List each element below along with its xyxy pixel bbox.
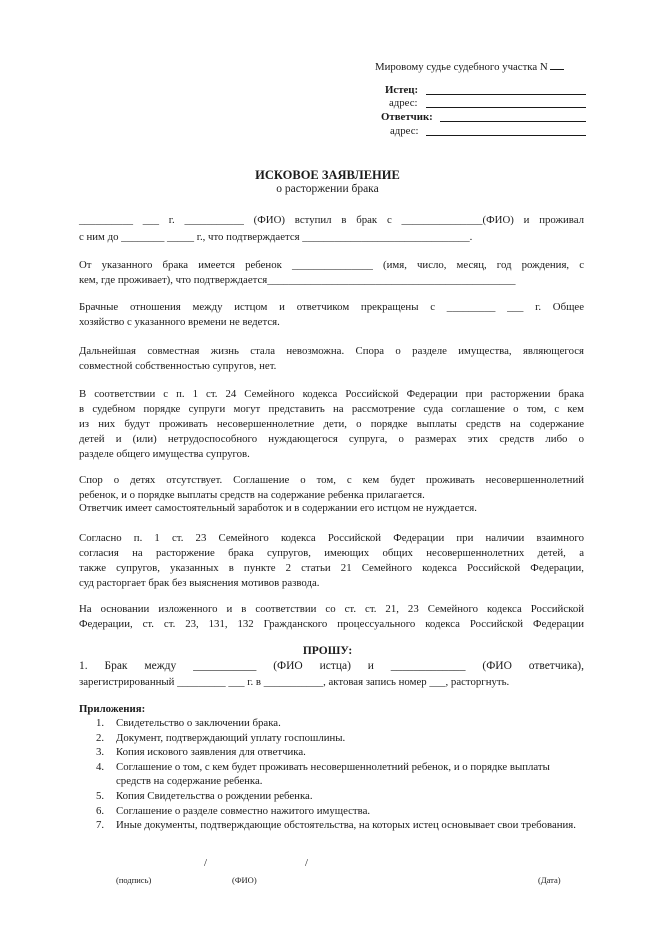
paragraph-3-line-1: Брачные отношения между истцом и ответчиком прекращены с _________ ___ г. Общее [79, 301, 584, 313]
paragraph-5-line-3: из них будут проживать несовершеннолетние дети, о порядке выплаты средств на содержание [79, 418, 584, 430]
paragraph-7-line-2: согласия на расторжение брака супругов, имеющих общих несовершеннолетних детей, а [79, 547, 584, 559]
paragraph-6-line-2: ребенок, и о порядке выплаты средств на содержание ребенка прилагается. [79, 489, 425, 501]
attachment-item: 5. Копия Свидетельства о рождении ребенка. [96, 789, 313, 802]
paragraph-5-line-2: в судебном порядке супруги могут представить на рассмотрение суда соглашение о том, с кем [79, 403, 584, 415]
defendant-address-field [426, 124, 586, 136]
defendant-field [440, 110, 586, 122]
defendant-label: Ответчик: [381, 111, 433, 123]
fio-label: (ФИО) [232, 875, 257, 885]
paragraph-5-line-5: разделе общего имущества супругов. [79, 448, 250, 460]
attachment-item: 3. Копия искового заявления для ответчика. [96, 746, 306, 759]
plaintiff-label: Истец: [385, 84, 419, 96]
request-line-1: 1. Брак между ___________ (ФИО истца) и _____________ (ФИО ответчика), [79, 660, 584, 672]
attachment-item: 6. Соглашение о разделе совместно нажитого имущества. [96, 804, 371, 817]
signature-slash-1: / [204, 857, 207, 869]
court-number-blank [550, 58, 564, 70]
attachment-item: 4. Соглашение о том, с кем будет проживать несовершеннолетний ребенок, и о порядке выплаты средств на содержание ребенка. [96, 760, 550, 788]
signature-slash-2: / [305, 857, 308, 869]
paragraph-4-line-2: совместной собственностью супругов, нет. [79, 360, 277, 372]
paragraph-5-line-4: детей и (или) нетрудоспособного нуждающегося супруга, о размерах этих средств либо о [79, 433, 584, 445]
paragraph-5-line-1: В соответствии с п. 1 ст. 24 Семейного кодекса Российской Федерации при расторжении брака [79, 388, 584, 400]
paragraph-3-line-2: хозяйство с указанного времени не ведется. [79, 316, 280, 328]
plaintiff-field [426, 83, 586, 95]
paragraph-8-line-1: На основании изложенного и в соответствии со ст. ст. 21, 23 Семейного кодекса Российской [79, 603, 584, 615]
paragraph-6-line-3: Ответчик имеет самостоятельный заработок и в содержании его истцом не нуждается. [79, 502, 477, 514]
defendant-address-label: адрес: [390, 125, 419, 137]
paragraph-6-line-1: Спор о детях отсутствует. Соглашение о том, с кем будет проживать несовершеннолетний [79, 474, 584, 486]
paragraph-4-line-1: Дальнейшая совместная жизнь стала невозможна. Спора о разделе имущества, являющегося [79, 345, 584, 357]
paragraph-2-line-1: От указанного брака имеется ребенок _______________ (имя, число, месяц, год рождения, с [79, 259, 584, 271]
signature-label: (подпись) [116, 875, 152, 885]
date-label: (Дата) [538, 875, 561, 885]
paragraph-2-line-2: кем, где проживает), что подтверждается______________________________________________ [79, 274, 516, 286]
court-addressee: Мировому судье судебного участка N [375, 61, 548, 73]
paragraph-7-line-4: суд расторгает брак без выяснения мотивов развода. [79, 577, 320, 589]
paragraph-7-line-3: также супругов, указанных в пункте 2 статьи 21 Семейного кодекса Российской Федерации, [79, 562, 584, 574]
court-line [375, 58, 564, 73]
plaintiff-address-field [426, 96, 586, 108]
document-title: ИСКОВОЕ ЗАЯВЛЕНИЕ [255, 168, 400, 182]
attachments-heading: Приложения: [79, 703, 146, 715]
attachment-item: 7. Иные документы, подтверждающие обстоятельства, на которых истец основывает свои требования. [96, 819, 576, 832]
paragraph-7-line-1: Согласно п. 1 ст. 23 Семейного кодекса Российской Федерации при наличии взаимного [79, 532, 584, 544]
attachment-item: 1. Свидетельство о заключении брака. [96, 717, 281, 729]
attachment-item: 2. Документ, подтверждающий уплату госпошлины. [96, 731, 346, 744]
document-subtitle: о расторжении брака [276, 183, 379, 195]
plaintiff-address-label: адрес: [389, 97, 418, 109]
request-line-2: зарегистрированный _________ ___ г. в ___________, актовая запись номер ___, расторгнуть. [79, 676, 510, 688]
request-heading: ПРОШУ: [302, 645, 353, 657]
paragraph-8-line-2: Федерации, ст. ст. 23, 131, 132 Гражданского процессуального кодекса Российской Федерации [79, 618, 584, 630]
attachments-list [96, 716, 586, 833]
paragraph-1-line-1: __________ ___ г. ___________ (ФИО) вступил в брак с _______________(ФИО) и проживал [79, 214, 584, 226]
paragraph-1-line-2: с ним до ________ _____ г., что подтверждается _______________________________. [79, 231, 473, 243]
